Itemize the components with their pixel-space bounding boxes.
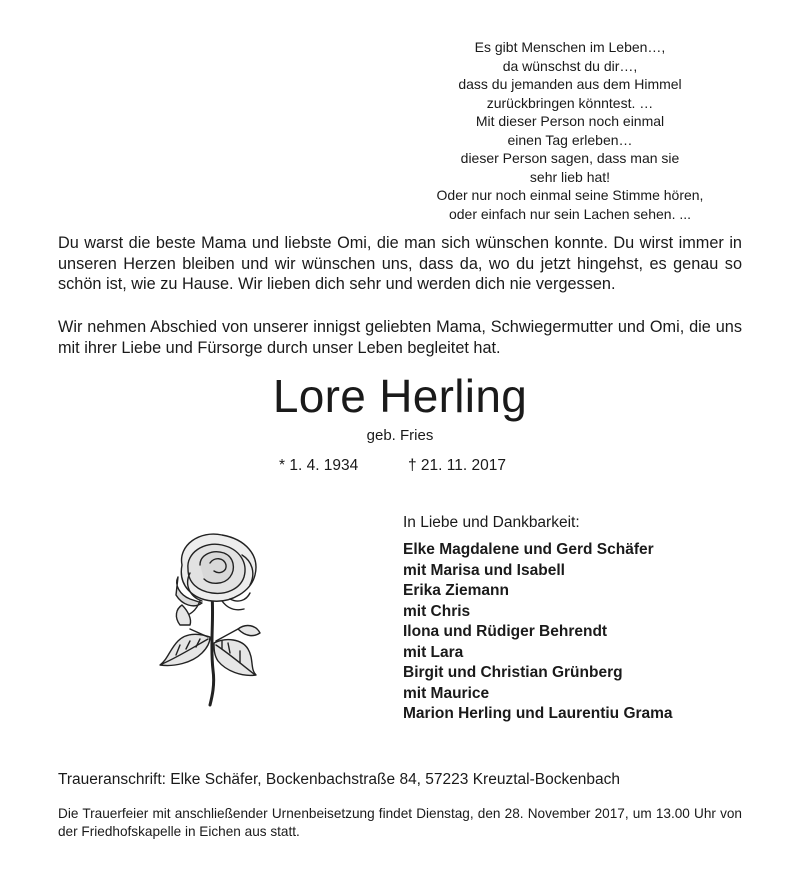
poem [400,38,740,223]
mourner-line: Elke Magdalene und Gerd Schäfer [403,541,654,558]
funeral-service-info: Die Trauerfeier mit anschließender Urnenbeisetzung findet Dienstag, den 28. November 2017, um 13.00 Uhr von der Friedhofskapelle in Eichen aus statt. [58,806,742,839]
poem-line: oder einfach nur sein Lachen sehen. ... [448,205,692,222]
list-item [403,540,673,581]
list-item [403,704,673,725]
poem-line: zurückbringen könntest. … [486,94,654,111]
mourner-line: mit Chris [403,602,471,620]
intro-paragraph-1: Du warst die beste Mama und liebste Omi, die man sich wünschen konnte. Du wirst immer in unseren Herzen bleiben und wir wünschen uns, dass da, wo du jetzt hingehst, es genau so schön ist, wie zu Hause. Wir lieben dich sehr und werden dich nie vergessen. [58,234,742,293]
mourner-line: Birgit und Christian Grünberg [403,664,623,681]
birth-name: geb. Fries [366,427,434,444]
mourner-line: Marion Herling und Laurentiu Grama [403,705,673,722]
poem-line: dass du jemanden aus dem Himmel [458,76,682,92]
mourner-line: Ilona und Rüdiger Behrendt [403,623,608,640]
rose-icon [130,525,270,710]
deceased-name: Lore Herling [272,370,528,422]
poem-line: Oder nur noch einmal seine Stimme hören, [436,187,704,203]
mourner-line: Erika Ziemann [403,582,509,599]
poem-line: einen Tag erleben… [507,131,633,148]
list-item [403,663,673,704]
poem-line: da wünschst du dir…, [502,57,638,74]
list-item [403,622,673,663]
mourners-list [403,540,673,725]
poem-line: dieser Person sagen, dass man sie [460,150,680,166]
mourning-address: Traueranschrift: Elke Schäfer, Bockenbachstraße 84, 57223 Kreuztal-Bockenbach [58,771,621,788]
intro-paragraph-2: Wir nehmen Abschied von unserer innigst geliebten Mama, Schwiegermutter und Omi, die uns mit ihrer Liebe und Fürsorge durch unser Leben begleitet hat. [58,318,742,357]
mourner-line: mit Maurice [403,684,490,702]
poem-line: Es gibt Menschen im Leben…, [474,39,666,55]
birth-date: * 1. 4. 1934 [279,457,359,474]
death-date: † 21. 11. 2017 [408,457,506,474]
mourner-line: mit Lara [403,643,464,661]
list-item [403,581,673,622]
poem-line: Mit dieser Person noch einmal [475,113,665,129]
poem-line: sehr lieb hat! [529,168,611,185]
mourner-line: mit Marisa und Isabell [403,561,565,579]
mourners-intro: In Liebe und Dankbarkeit: [403,514,580,531]
